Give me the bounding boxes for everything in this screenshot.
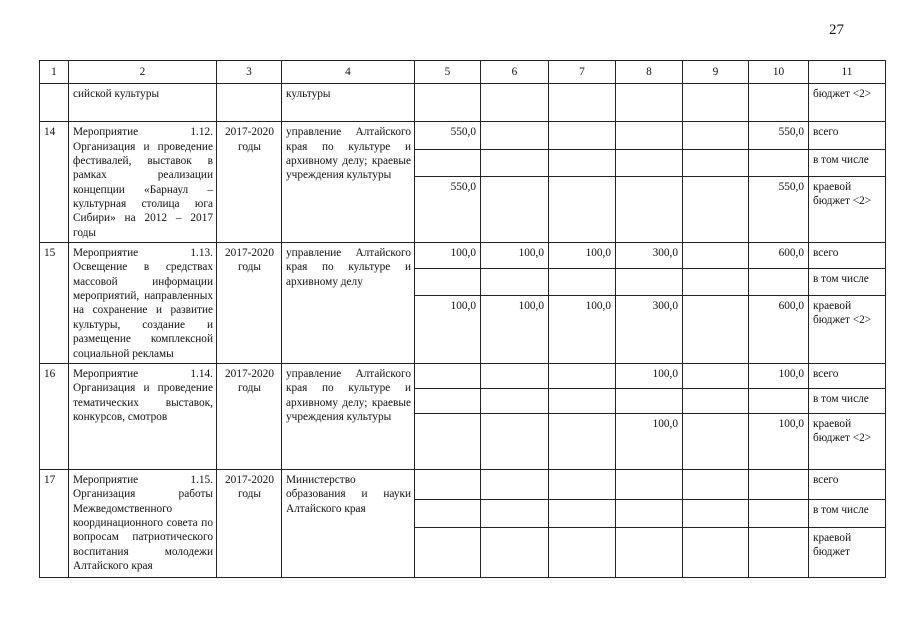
cell-value: 100,0 [749, 363, 809, 388]
column-header: 8 [616, 61, 683, 84]
cell-period: 2017-2020 годы [217, 363, 282, 469]
column-header: 11 [809, 61, 886, 84]
cell-value [749, 149, 809, 176]
cell-value: 300,0 [616, 295, 683, 363]
cell-funding-source: в том числе [809, 149, 886, 176]
cell-value: 100,0 [749, 413, 809, 469]
cell-value [549, 122, 616, 149]
cell-value [683, 363, 749, 388]
cell-value [549, 469, 616, 499]
cell-value [481, 149, 549, 176]
cell-value [415, 363, 481, 388]
column-header: 2 [69, 61, 217, 84]
cell-period [217, 84, 282, 122]
cell-value [683, 269, 749, 295]
table-row [40, 122, 886, 149]
cell-value [616, 149, 683, 176]
cell-value [415, 269, 481, 295]
column-header: 3 [217, 61, 282, 84]
table-row [40, 363, 886, 388]
cell-value: 100,0 [549, 295, 616, 363]
cell-value [683, 388, 749, 413]
cell-funding-source: всего [809, 122, 886, 149]
cell-value: 600,0 [749, 243, 809, 269]
cell-value [683, 295, 749, 363]
page-number: 27 [829, 22, 844, 38]
cell-funding-source: в том числе [809, 269, 886, 295]
cell-value [415, 527, 481, 577]
cell-funding-source: краевой бюджет [809, 527, 886, 577]
cell-value [481, 469, 549, 499]
cell-value [549, 413, 616, 469]
header-row [40, 61, 886, 84]
cell-value [481, 388, 549, 413]
cell-value: 600,0 [749, 295, 809, 363]
cell-value [481, 413, 549, 469]
cell-executor: управление Алтайского края по культуре и архивному делу; краевые учреждения культуры [282, 122, 415, 243]
cell-value [481, 527, 549, 577]
cell-value [549, 499, 616, 527]
program-measures-table [39, 60, 886, 578]
cell-value: 100,0 [415, 243, 481, 269]
table-row [40, 469, 886, 499]
cell-value [616, 499, 683, 527]
cell-value [549, 269, 616, 295]
column-header: 7 [549, 61, 616, 84]
cell-value: 100,0 [549, 243, 616, 269]
cell-value [481, 499, 549, 527]
cell-period: 2017-2020 годы [217, 469, 282, 577]
cell-period: 2017-2020 годы [217, 122, 282, 243]
cell-funding-source: в том числе [809, 499, 886, 527]
cell-value: 100,0 [481, 295, 549, 363]
cell-value: 100,0 [616, 413, 683, 469]
cell-measure-name: Мероприятие 1.13. Освещение в средствах массовой информации мероприятий, направленных на сохранение и развитие культуры, создание и размещение комплексной социальной рекламы [69, 243, 217, 364]
cell-funding-source: всего [809, 363, 886, 388]
cell-value [749, 499, 809, 527]
cell-value [749, 469, 809, 499]
cell-funding-source: краевой бюджет <2> [809, 295, 886, 363]
cell-value [549, 176, 616, 242]
cell-funding-source: в том числе [809, 388, 886, 413]
cell-value [481, 363, 549, 388]
cell-value [616, 176, 683, 242]
cell-funding-source: краевой бюджет <2> [809, 413, 886, 469]
cell-executor: культуры [282, 84, 415, 122]
cell-value [749, 269, 809, 295]
column-header: 5 [415, 61, 481, 84]
cell-value [683, 499, 749, 527]
cell-executor: Министерство образования и науки Алтайского края [282, 469, 415, 577]
cell-value [549, 388, 616, 413]
cell-measure-name: Мероприятие 1.14. Организация и проведение тематических выставок, конкурсов, смотров [69, 363, 217, 469]
cell-value [415, 469, 481, 499]
cell-value [481, 176, 549, 242]
continuation-row [40, 84, 886, 122]
cell-funding-source: всего [809, 469, 886, 499]
cell-value: 100,0 [616, 363, 683, 388]
column-header: 10 [749, 61, 809, 84]
cell-value [749, 388, 809, 413]
cell-value: 550,0 [415, 122, 481, 149]
cell-no: 16 [40, 363, 69, 469]
column-header: 1 [40, 61, 69, 84]
cell-value [415, 413, 481, 469]
cell-value [616, 269, 683, 295]
cell-value: 550,0 [749, 122, 809, 149]
cell-value: 100,0 [415, 295, 481, 363]
cell-value: 550,0 [415, 176, 481, 242]
cell-value [683, 176, 749, 242]
cell-value [683, 527, 749, 577]
cell-measure-name: сийской культуры [69, 84, 217, 122]
column-header: 9 [683, 61, 749, 84]
cell-funding-source: всего [809, 243, 886, 269]
cell-no: 14 [40, 122, 69, 243]
cell-value [616, 527, 683, 577]
cell-value: 550,0 [749, 176, 809, 242]
cell-value [415, 388, 481, 413]
cell-value [415, 149, 481, 176]
cell-value [683, 469, 749, 499]
cell-value [683, 243, 749, 269]
cell-no: 17 [40, 469, 69, 577]
cell-value [749, 527, 809, 577]
cell-measure-name: Мероприятие 1.15. Организация работы Межведомственного координационного совета по вопросам патриотического воспитания молодежи Алтайского края [69, 469, 217, 577]
cell-value [616, 469, 683, 499]
cell-no [40, 84, 69, 122]
cell-funding-source: краевой бюджет <2> [809, 176, 886, 242]
column-header: 4 [282, 61, 415, 84]
cell-no: 15 [40, 243, 69, 364]
cell-value [481, 269, 549, 295]
table-row [40, 243, 886, 269]
cell-value [415, 499, 481, 527]
cell-value [549, 527, 616, 577]
cell-value [616, 388, 683, 413]
cell-executor: управление Алтайского края по культуре и архивному делу [282, 243, 415, 364]
cell-value [616, 122, 683, 149]
cell-executor: управление Алтайского края по культуре и архивному делу; краевые учреждения культуры [282, 363, 415, 469]
cell-value [683, 413, 749, 469]
cell-value [549, 363, 616, 388]
cell-measure-name: Мероприятие 1.12. Организация и проведение фестивалей, выставок в рамках реализации концепции «Барнаул – культурная столица юга Сибири» на 2012 – 2017 годы [69, 122, 217, 243]
column-header: 6 [481, 61, 549, 84]
cell-value [549, 149, 616, 176]
cell-value [683, 122, 749, 149]
cell-value [683, 149, 749, 176]
cell-period: 2017-2020 годы [217, 243, 282, 364]
cell-funding-source: бюджет <2> [809, 84, 886, 122]
cell-value [481, 122, 549, 149]
cell-value: 100,0 [481, 243, 549, 269]
cell-value: 300,0 [616, 243, 683, 269]
